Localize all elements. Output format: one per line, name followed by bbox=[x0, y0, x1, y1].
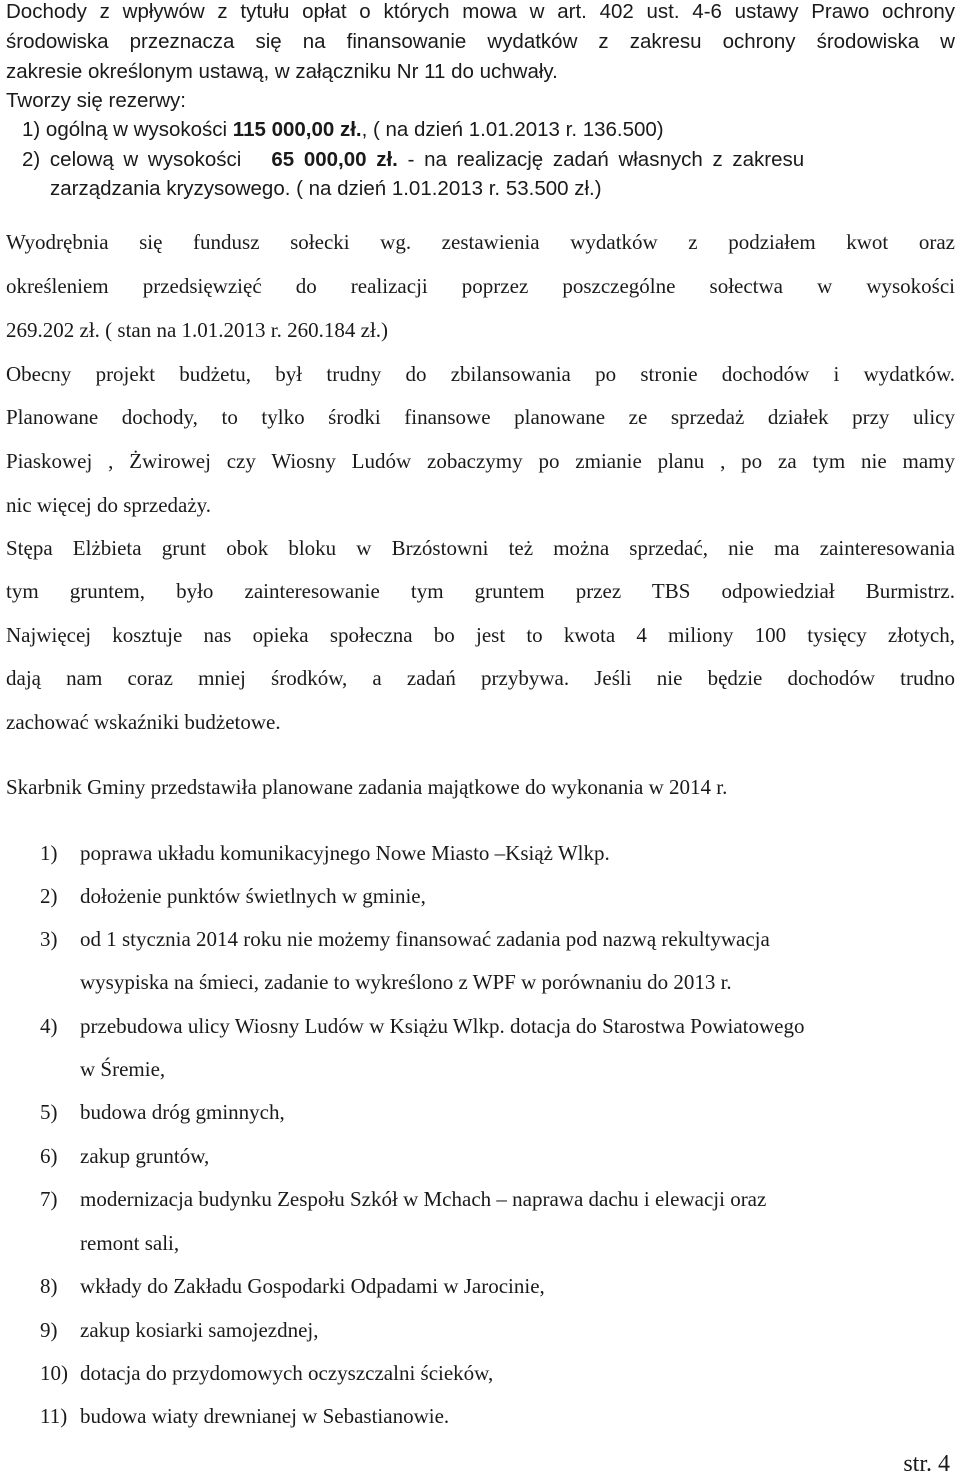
fund-line-2: określeniem przedsięwzięć do realizacji poprzez poszczególne sołectwa w wysokości bbox=[6, 274, 955, 298]
task-text-continuation: remont sali, bbox=[80, 1231, 180, 1255]
task-number: 11) bbox=[40, 1404, 68, 1428]
task-text: od 1 stycznia 2014 roku nie możemy finansować zadania pod nazwą rekultywacja bbox=[80, 927, 770, 951]
reserve-2-suffix: - na realizację zadań własnych z zakresu bbox=[397, 148, 805, 171]
task-number: 5) bbox=[40, 1100, 58, 1124]
discussion-line-9: zachować wskaźniki budżetowe. bbox=[6, 710, 281, 734]
task-number: 7) bbox=[40, 1187, 58, 1211]
reserve-item-2 bbox=[22, 148, 804, 172]
discussion-line-6: tym gruntem, było zainteresowanie tym gruntem przez TBS odpowiedział Burmistrz. bbox=[6, 579, 955, 603]
task-number: 1) bbox=[40, 841, 58, 865]
reserves-heading: Tworzy się rezerwy: bbox=[6, 89, 186, 112]
task-text: zakup gruntów, bbox=[80, 1144, 210, 1168]
task-number: 2) bbox=[40, 884, 58, 908]
reserve-item-1 bbox=[22, 118, 664, 142]
task-text: modernizacja budynku Zespołu Szkół w Mchach – naprawa dachu i elewacji oraz bbox=[80, 1187, 767, 1211]
reserve-2-continuation: zarządzania kryzysowego. ( na dzień 1.01.2013 r. 53.500 zł.) bbox=[50, 177, 602, 200]
reserve-2-amount: 65 000,00 zł. bbox=[271, 148, 398, 171]
task-text: budowa dróg gminnych, bbox=[80, 1100, 285, 1124]
fund-line-1: Wyodrębnia się fundusz sołecki wg. zestawienia wydatków z podziałem kwot oraz bbox=[6, 230, 955, 254]
task-number: 8) bbox=[40, 1274, 58, 1298]
reserve-1-suffix: , ( na dzień 1.01.2013 r. 136.500) bbox=[361, 118, 664, 141]
discussion-line-1: Obecny projekt budżetu, był trudny do zbilansowania po stronie dochodów i wydatków. bbox=[6, 362, 955, 386]
discussion-line-7: Najwięcej kosztuje nas opieka społeczna bo jest to kwota 4 miliony 100 tysięcy złotych, bbox=[6, 623, 955, 647]
treasurer-statement: Skarbnik Gminy przedstawiła planowane zadania majątkowe do wykonania w 2014 r. bbox=[6, 775, 728, 799]
task-text: przebudowa ulicy Wiosny Ludów w Książu Wlkp. dotacja do Starostwa Powiatowego bbox=[80, 1014, 805, 1038]
intro-line-3: zakresie określonym ustawą, w załączniku Nr 11 do uchwały. bbox=[6, 60, 558, 83]
task-text: wkłady do Zakładu Gospodarki Odpadami w Jarocinie, bbox=[80, 1274, 545, 1298]
task-text-continuation: w Śremie, bbox=[80, 1057, 166, 1081]
task-text: dotacja do przydomowych oczyszczalni ścieków, bbox=[80, 1361, 494, 1385]
task-text-continuation: wysypiska na śmieci, zadanie to wykreślono z WPF w porównaniu do 2013 r. bbox=[80, 970, 732, 994]
intro-line-1: Dochody z wpływów z tytułu opłat o których mowa w art. 402 ust. 4-6 ustawy Prawo ochrony bbox=[6, 0, 955, 23]
discussion-line-8: dają nam coraz mniej środków, a zadań przybywa. Jeśli nie będzie dochodów trudno bbox=[6, 666, 955, 690]
task-text: budowa wiaty drewnianej w Sebastianowie. bbox=[80, 1404, 450, 1428]
task-text: poprawa układu komunikacyjnego Nowe Miasto –Książ Wlkp. bbox=[80, 841, 610, 865]
discussion-line-3: Piaskowej , Żwirowej czy Wiosny Ludów zobaczymy po zmianie planu , po za tym nie mamy bbox=[6, 449, 955, 473]
fund-line-3: 269.202 zł. ( stan na 1.01.2013 r. 260.184 zł.) bbox=[6, 318, 389, 342]
discussion-line-2: Planowane dochody, to tylko środki finansowe planowane ze sprzedaż działek przy ulicy bbox=[6, 405, 955, 429]
discussion-line-5: Stępa Elżbieta grunt obok bloku w Brzóstowni też można sprzedać, nie ma zainteresowania bbox=[6, 536, 955, 560]
intro-line-2: środowiska przeznacza się na finansowanie wydatków z zakresu ochrony środowiska w bbox=[6, 30, 955, 53]
page-number: str. 4 bbox=[903, 1451, 950, 1477]
task-number: 10) bbox=[40, 1361, 68, 1385]
reserve-1-prefix: 1) ogólną w wysokości bbox=[22, 118, 233, 141]
task-number: 4) bbox=[40, 1014, 58, 1038]
task-number: 6) bbox=[40, 1144, 58, 1168]
task-text: zakup kosiarki samojezdnej, bbox=[80, 1318, 319, 1342]
discussion-line-4: nic więcej do sprzedaży. bbox=[6, 493, 212, 517]
task-number: 3) bbox=[40, 927, 58, 951]
task-text: dołożenie punktów świetlnych w gminie, bbox=[80, 884, 426, 908]
task-number: 9) bbox=[40, 1318, 58, 1342]
reserve-2-prefix: 2) celową w wysokości bbox=[22, 148, 242, 171]
reserve-1-amount: 115 000,00 zł. bbox=[232, 118, 362, 141]
